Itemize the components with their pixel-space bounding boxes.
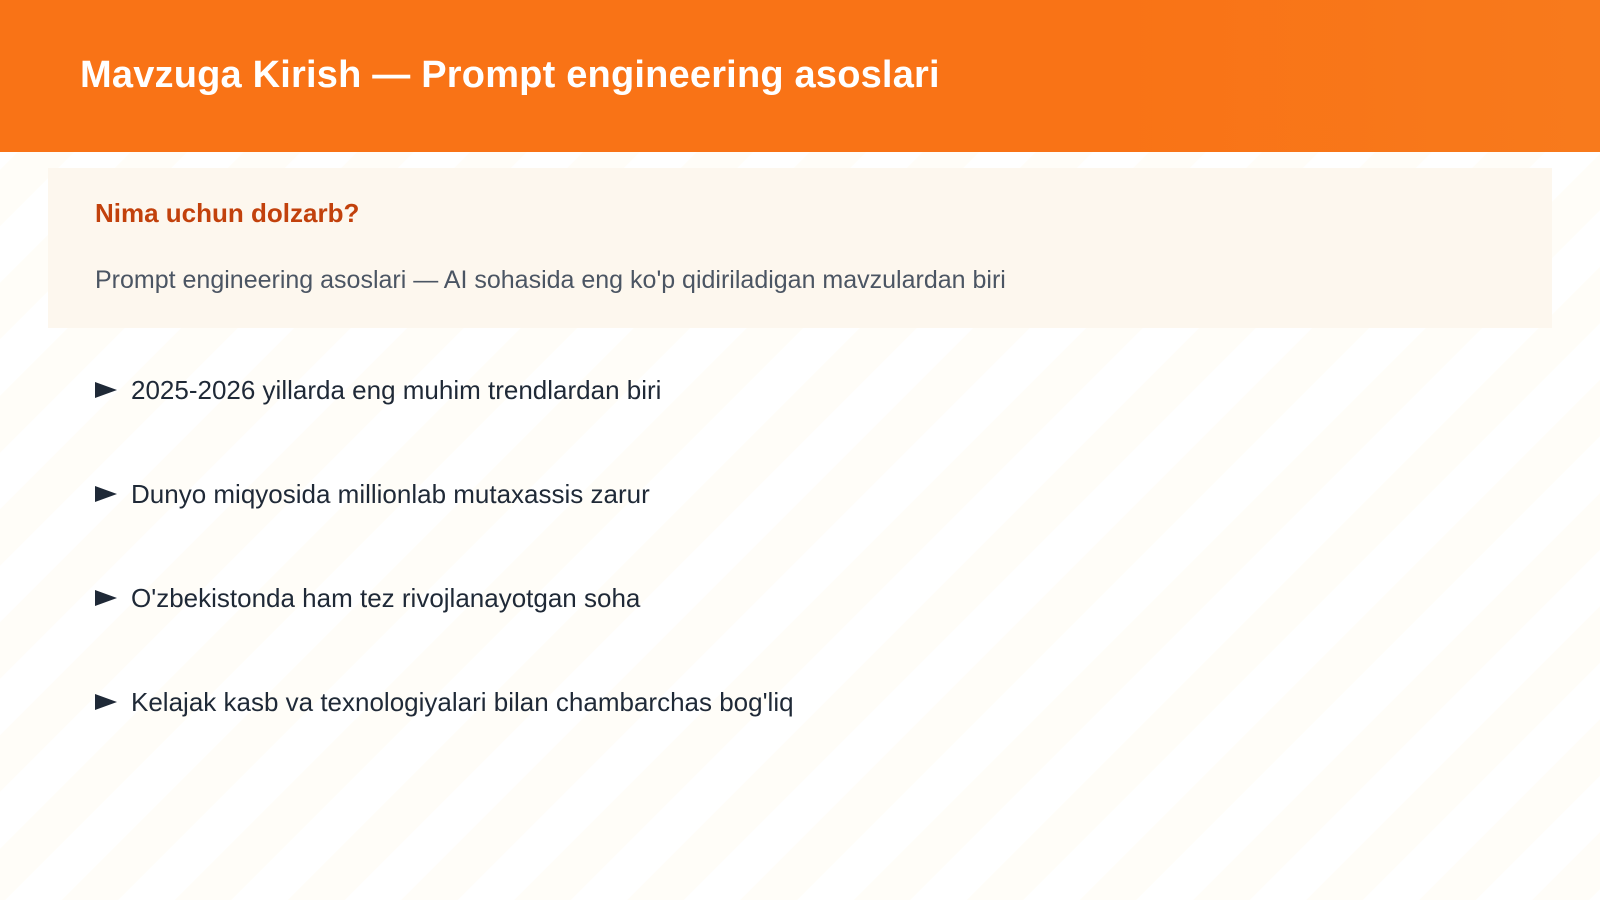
callout-title: Nima uchun dolzarb? — [95, 198, 360, 228]
callout-text: Prompt engineering asoslari — AI sohasida eng ko'p qidiriladigan mavzulardan biri — [95, 266, 1006, 294]
slide-header — [0, 0, 1600, 152]
bullet-item — [95, 368, 794, 412]
bullet-item — [95, 680, 794, 724]
bullet-text: O'zbekistonda ham tez rivojlanayotgan soha — [131, 582, 641, 613]
bullet-text: Dunyo miqyosida millionlab mutaxassis zarur — [131, 478, 650, 509]
triangle-right-icon — [95, 486, 117, 502]
bullet-text: 2025-2026 yillarda eng muhim trendlardan biri — [131, 374, 662, 405]
bullet-list — [95, 368, 794, 784]
callout-box — [48, 168, 1552, 328]
bullet-item — [95, 472, 794, 516]
triangle-right-icon — [95, 382, 117, 398]
slide-title: Mavzuga Kirish — Prompt engineering asoslari — [80, 54, 940, 96]
bullet-item — [95, 576, 794, 620]
triangle-right-icon — [95, 590, 117, 606]
bullet-text: Kelajak kasb va texnologiyalari bilan chambarchas bog'liq — [131, 686, 794, 717]
triangle-right-icon — [95, 694, 117, 710]
